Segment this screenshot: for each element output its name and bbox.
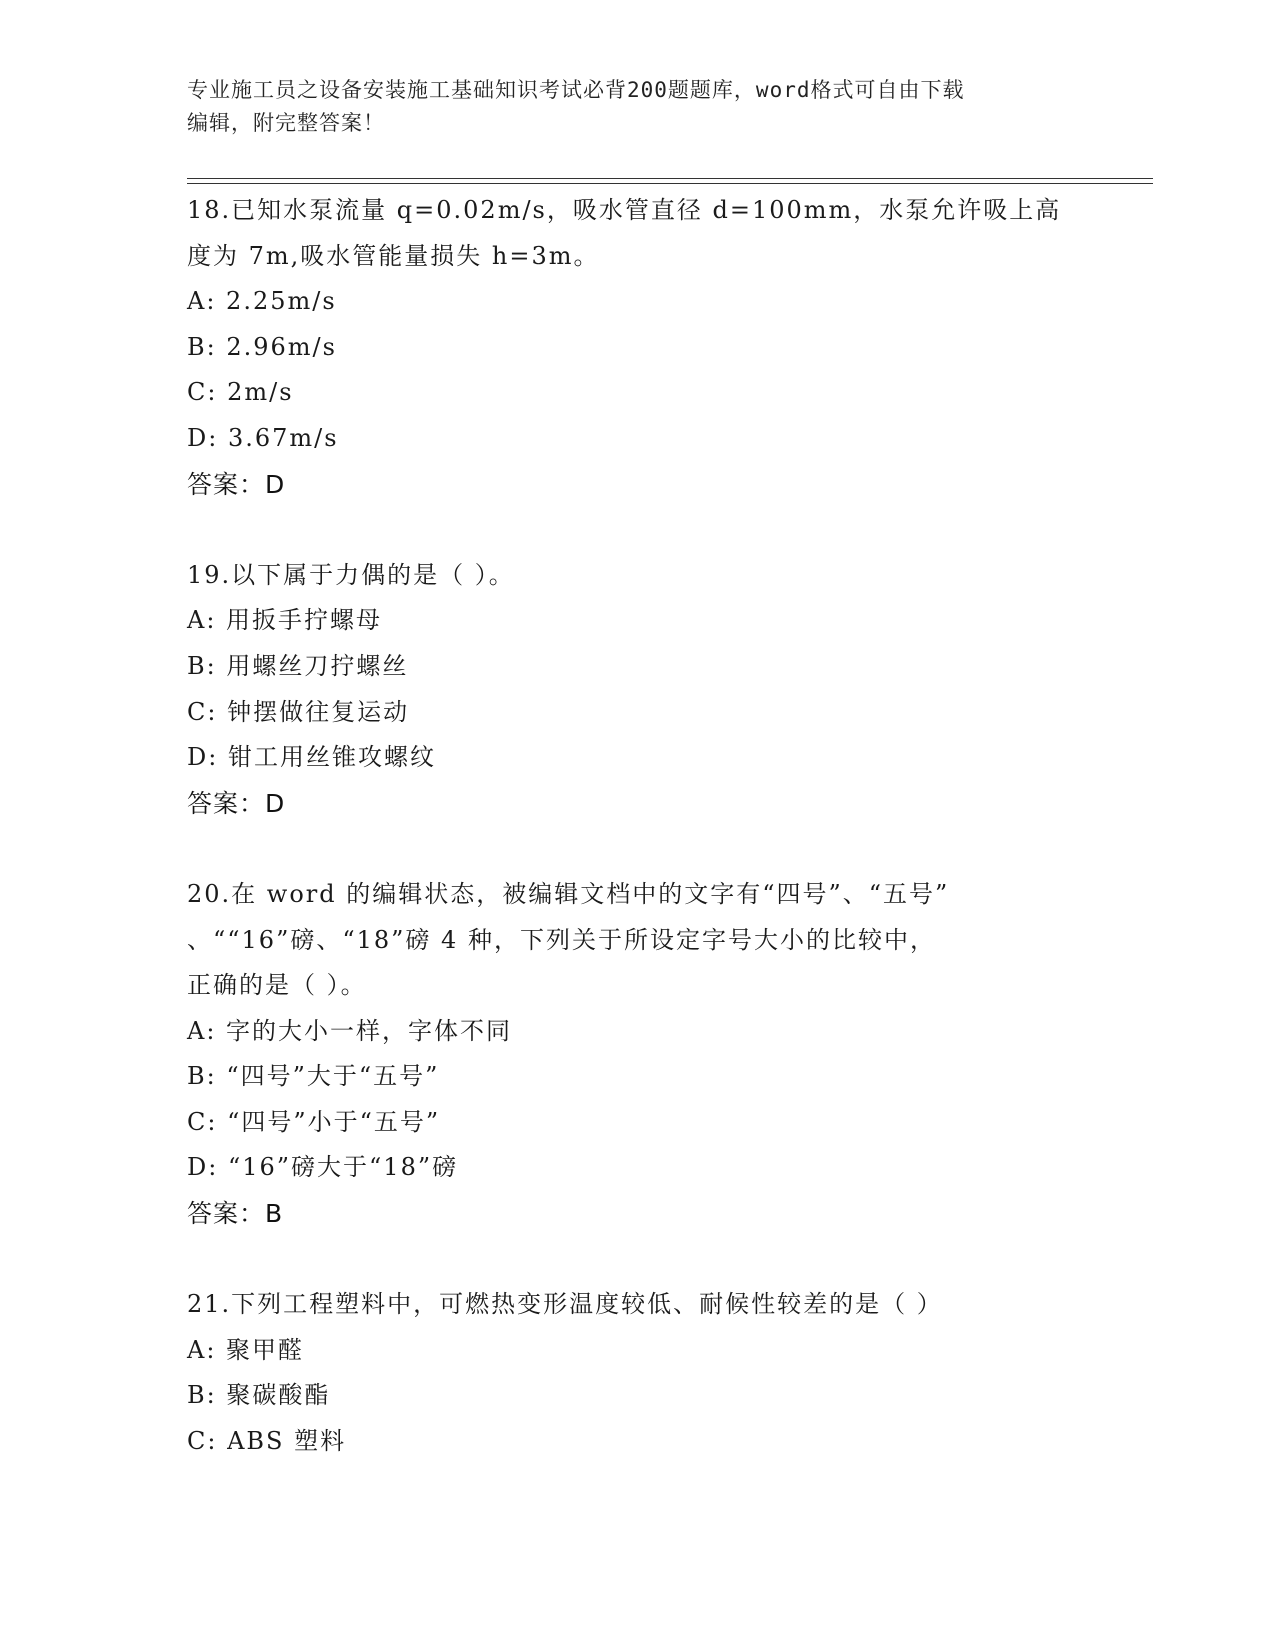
option-c: C: “四号”小于“五号”: [187, 1107, 441, 1136]
option-b: B: 聚碳酸酯: [187, 1381, 331, 1410]
document-header: [187, 74, 1087, 140]
answer-label: 答案：D: [187, 469, 286, 499]
option-a: A: 聚甲醛: [187, 1335, 305, 1364]
question-text: 20.在 word 的编辑状态，被编辑文档中的文字有“四号”、“五号”: [187, 879, 950, 908]
option-c: C: ABS 塑料: [187, 1427, 347, 1456]
option-d: D: 钳工用丝锥攻螺纹: [187, 743, 436, 772]
spacer: [187, 826, 1147, 872]
option-a: A: 字的大小一样，字体不同: [187, 1016, 513, 1045]
option-a: A: 2.25m/s: [187, 287, 337, 316]
question-text: 正确的是（ ）。: [187, 971, 367, 1000]
answer-label: 答案：B: [187, 1199, 284, 1229]
question-20: [187, 872, 1147, 1237]
answer-label: 答案：D: [187, 788, 286, 818]
question-text: 18.已知水泵流量 q=0.02m/s，吸水管直径 d=100mm，水泵允许吸上高: [187, 196, 1062, 224]
header-divider-top: [187, 178, 1153, 179]
option-b: B: “四号”大于“五号”: [187, 1062, 440, 1091]
question-text: 19.以下属于力偶的是（ ）。: [187, 560, 515, 589]
question-text: 21.下列工程塑料中，可燃热变形温度较低、耐候性较差的是（ ）: [187, 1290, 943, 1319]
question-text: 度为 7m,吸水管能量损失 h=3m。: [187, 241, 600, 270]
option-b: B: 2.96m/s: [187, 332, 337, 361]
option-a: A: 用扳手拧螺母: [187, 606, 383, 635]
question-19: [187, 553, 1147, 827]
question-text: 、““16”磅、“18”磅 4 种，下列关于所设定字号大小的比较中，: [187, 925, 936, 954]
header-line-2: 编辑，附完整答案！: [187, 111, 385, 135]
spacer: [187, 507, 1147, 553]
header-line-1: 专业施工员之设备安装施工基础知识考试必背200题题库，word格式可自由下载: [187, 78, 965, 102]
option-c: C: 2m/s: [187, 378, 294, 407]
header-divider-bottom: [187, 183, 1153, 184]
question-list: [187, 188, 1147, 1465]
option-c: C: 钟摆做往复运动: [187, 697, 410, 726]
spacer: [187, 1237, 1147, 1283]
option-d: D: “16”磅大于“18”磅: [187, 1153, 459, 1182]
option-d: D: 3.67m/s: [187, 423, 339, 452]
question-21: [187, 1282, 1147, 1464]
option-b: B: 用螺丝刀拧螺丝: [187, 651, 409, 680]
question-18: [187, 188, 1147, 507]
